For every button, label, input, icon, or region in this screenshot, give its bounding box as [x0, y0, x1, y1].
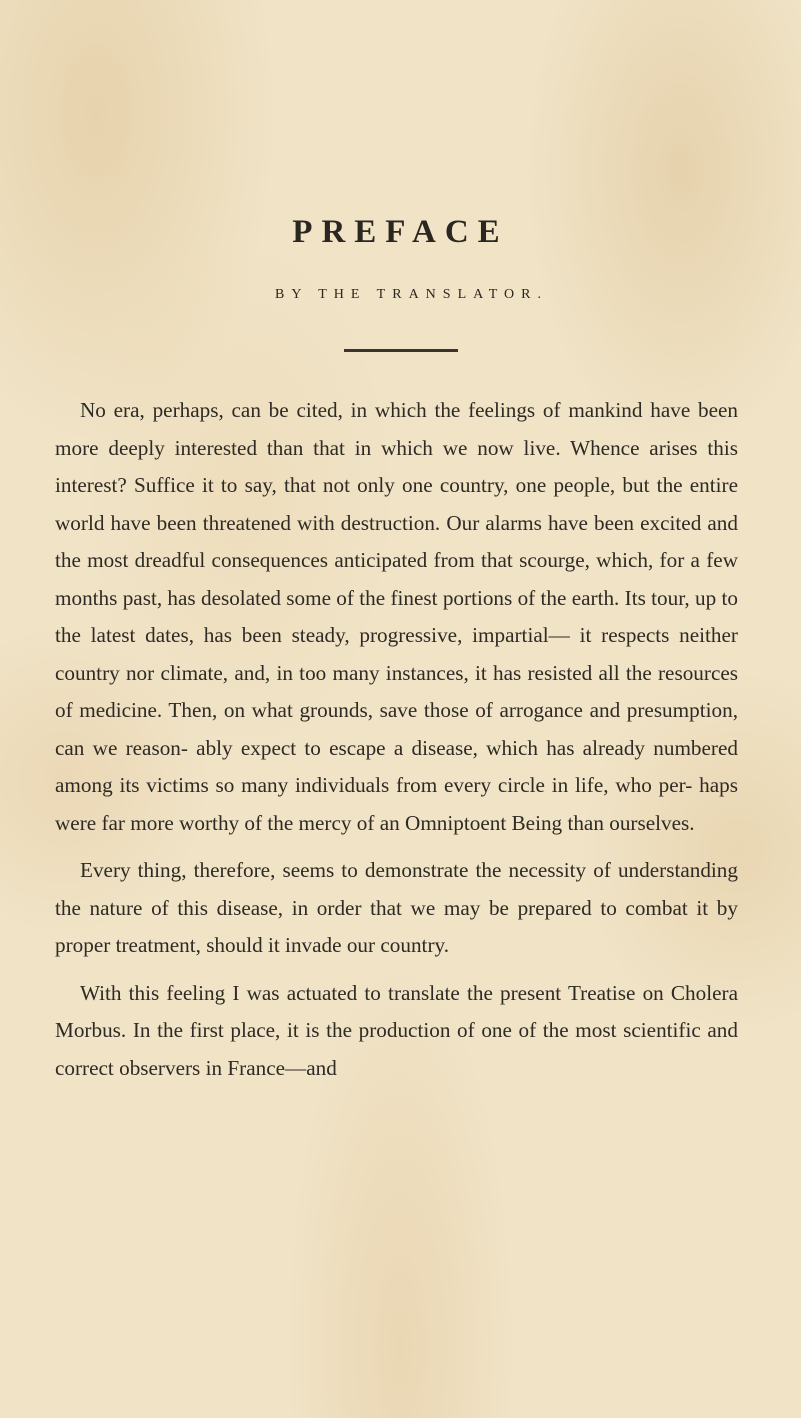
- paragraph: Every thing, therefore, seems to demonstrate the necessity of understanding the nature of this disease, in order that we may be prepared to combat it by proper treatment, should it invade our country.: [55, 858, 738, 957]
- paragraph: With this feeling I was actuated to translate the present Treatise on Cholera Morbus. In the first place, it is the production of one of the most scientific and correct observers in France—and: [55, 980, 738, 1080]
- preface-body: [55, 392, 738, 1087]
- page-subtitle: BY THE TRANSLATOR.: [275, 287, 548, 302]
- divider-rule: [344, 349, 458, 352]
- paragraph: No era, perhaps, can be cited, in which the feelings of mankind have been more deeply interested than that in which we now live. Whence arises this interest? Suffice it to say, that not only one country, one people, but the entire world have been threatened with destruction. Our alarms have been excited and the most dreadful consequences anticipated from that scourge, which, for a few months past, has desolated some of the finest portions of the earth. Its tour, up to the latest dates, has been steady, progressive, impartial— it respects neither country nor climate, and, in too many instances, it has resisted all the resources of medicine. Then, on what grounds, save those of arrogance and presumption, can we reason- ably expect to escape a disease, which has already numbered among its victims so many individuals from every circle in life, who per- haps were far more worthy of the mercy of an Omniptoent Being than ourselves.: [55, 398, 738, 835]
- page-title: PREFACE: [292, 214, 509, 250]
